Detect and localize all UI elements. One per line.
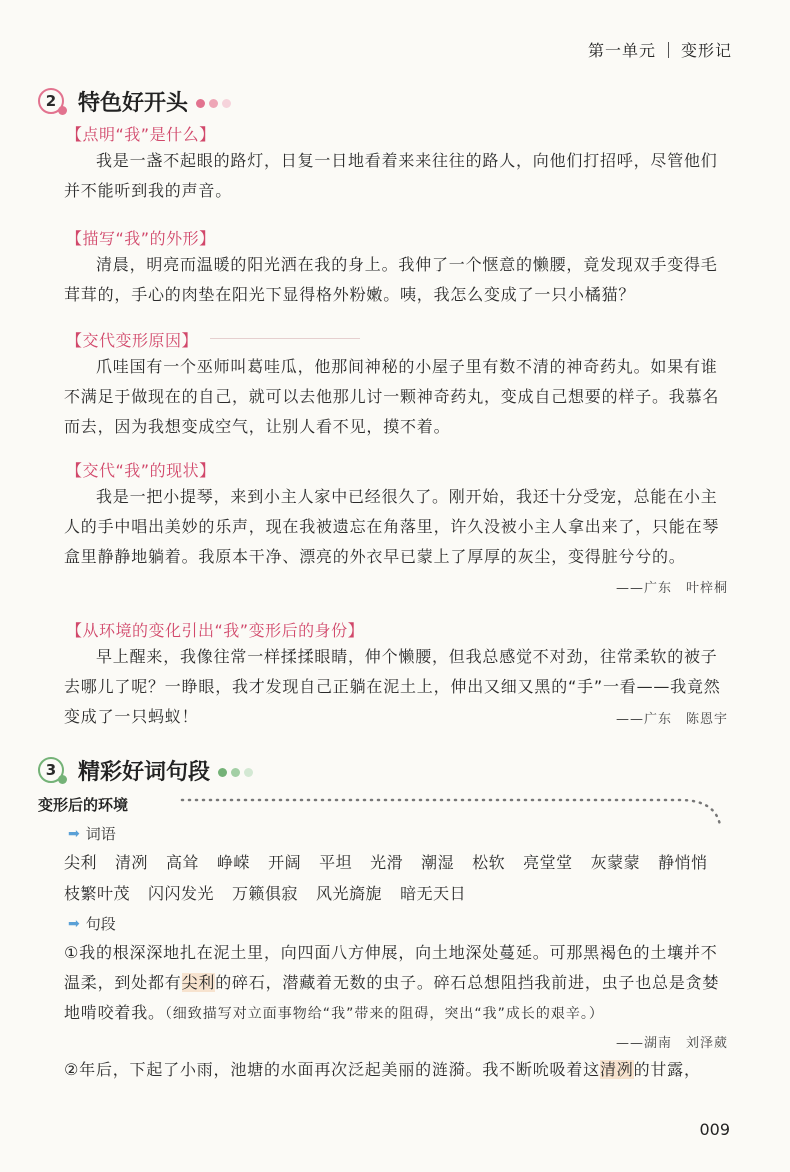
example-passage-2 <box>64 1055 734 1085</box>
word-item: 潮湿 <box>421 853 455 872</box>
section-title: 特色好开头 <box>78 90 189 116</box>
highlighted-word: 尖利 <box>181 973 216 992</box>
decorative-dotted-line <box>180 790 725 830</box>
section-3-heading <box>38 754 253 786</box>
passage-text: 的甘露， <box>633 1060 701 1079</box>
passage-text: 的碎石，潜藏着无数的虫子。碎石总想阻挡我前进，虫子也总是贪婪地啃咬着我。 <box>64 973 720 1022</box>
tag-label: 【交代“我”的现状】 <box>66 461 216 480</box>
word-item: 灰蒙蒙 <box>590 853 641 872</box>
tag-label: 【交代变形原因】 <box>66 331 199 350</box>
subsection-heading: 变形后的环境 <box>38 796 129 814</box>
example-paragraph: 我是一把小提琴，来到小主人家中已经很久了。刚开始，我还十分受宠，总能在小主人的手中唱出美妙的乐声，现在我被遗忘在角落里，许久没被小主人拿出来了，只能在琴盒里静静地躺着。我原本干净、漂亮的外衣早已蒙上了厚厚的灰尘，变得脏兮兮的。 <box>64 487 720 566</box>
word-item: 风光旖旎 <box>316 884 383 903</box>
word-item: 开阔 <box>268 853 302 872</box>
paragraphs-label <box>68 913 116 934</box>
section-2-heading <box>38 85 231 117</box>
decorative-dots <box>196 99 231 108</box>
word-item: 清冽 <box>115 853 149 872</box>
passage-text: ②年后，下起了小雨，池塘的水面再次泛起美丽的涟漪。我不断吮吸着这 <box>64 1060 600 1079</box>
section-number-badge: 3 <box>38 757 64 783</box>
word-item: 枝繁叶茂 <box>64 884 131 903</box>
example-paragraph: 早上醒来，我像往常一样揉揉眼睛，伸个懒腰，但我总感觉不对劲，往常柔软的被子去哪儿了呢？一睁眼，我才发现自己正躺在泥土上，伸出又细又黑的“手”一看——我竟然变成了一只蚂蚁！ <box>64 647 721 726</box>
word-item: 高耸 <box>166 853 200 872</box>
word-item: 尖利 <box>64 853 98 872</box>
word-item: 闪闪发光 <box>148 884 215 903</box>
chapter-title: 变形记 <box>680 41 732 60</box>
words-label <box>68 823 116 844</box>
paragraphs-label-text: 句段 <box>85 915 116 933</box>
word-item: 峥嵘 <box>217 853 251 872</box>
word-item: 暗无天日 <box>400 884 467 903</box>
passage-text: ①我的根深深地扎在泥土里，向四面八方伸展，向土地深处蔓延。可那黑褐色的土壤并不温柔，到处都有 <box>64 943 718 992</box>
tag-label: 【从环境的变化引出“我”变形后的身份】 <box>66 621 365 640</box>
word-item: 光滑 <box>370 853 404 872</box>
word-item: 万籁俱寂 <box>232 884 299 903</box>
example-paragraph: 我是一盏不起眼的路灯，日复一日地看着来来往往的路人，向他们打招呼，尽管他们并不能听到我的声音。 <box>64 151 718 200</box>
word-item: 松软 <box>472 853 506 872</box>
running-header <box>588 38 732 61</box>
word-item: 静悄悄 <box>658 853 708 872</box>
tag-label: 【描写“我”的外形】 <box>66 229 216 248</box>
words-row-2 <box>64 881 466 904</box>
section-number-badge: 2 <box>38 88 64 114</box>
arrow-right-icon: ➡ <box>68 825 80 842</box>
decorative-dots <box>218 768 253 777</box>
word-item: 亮堂堂 <box>523 853 573 872</box>
example-paragraph: 爪哇国有一个巫师叫葛哇瓜，他那间神秘的小屋子里有数不清的神奇药丸。如果有谁不满足于做现在的自己，就可以去他那儿讨一颗神奇药丸，变成自己想要的样子。我慕名而去，因为我想变成空气，让别人看不见，摸不着。 <box>64 357 720 436</box>
example-passage-1 <box>64 938 734 1029</box>
tag-label: 【点明“我”是什么】 <box>66 125 216 144</box>
author-signature: ——广东 叶梓桐 <box>615 581 728 596</box>
tag-underline <box>210 338 360 339</box>
words-label-text: 词语 <box>85 825 116 843</box>
unit-label: 第一单元 <box>587 41 656 60</box>
highlighted-word: 清冽 <box>599 1060 634 1079</box>
example-paragraph: 清晨，明亮而温暖的阳光洒在我的身上。我伸了一个惬意的懒腰，竟发现双手变得毛茸茸的，手心的肉垫在阳光下显得格外粉嫩。咦，我怎么变成了一只小橘猫？ <box>64 255 718 304</box>
word-item: 平坦 <box>319 853 353 872</box>
header-divider <box>668 42 669 58</box>
commentary-note: （细致描写对立面事物给“我”带来的阻碍，突出“我”成长的艰辛。） <box>164 1006 604 1022</box>
page-number: 009 <box>699 1120 730 1139</box>
section-title: 精彩好词句段 <box>78 759 211 785</box>
arrow-right-icon: ➡ <box>68 915 80 932</box>
author-signature: ——湖南 刘泽葳 <box>615 1036 728 1051</box>
words-row-1 <box>64 850 708 873</box>
author-signature: ——广东 陈恩宇 <box>615 712 728 727</box>
